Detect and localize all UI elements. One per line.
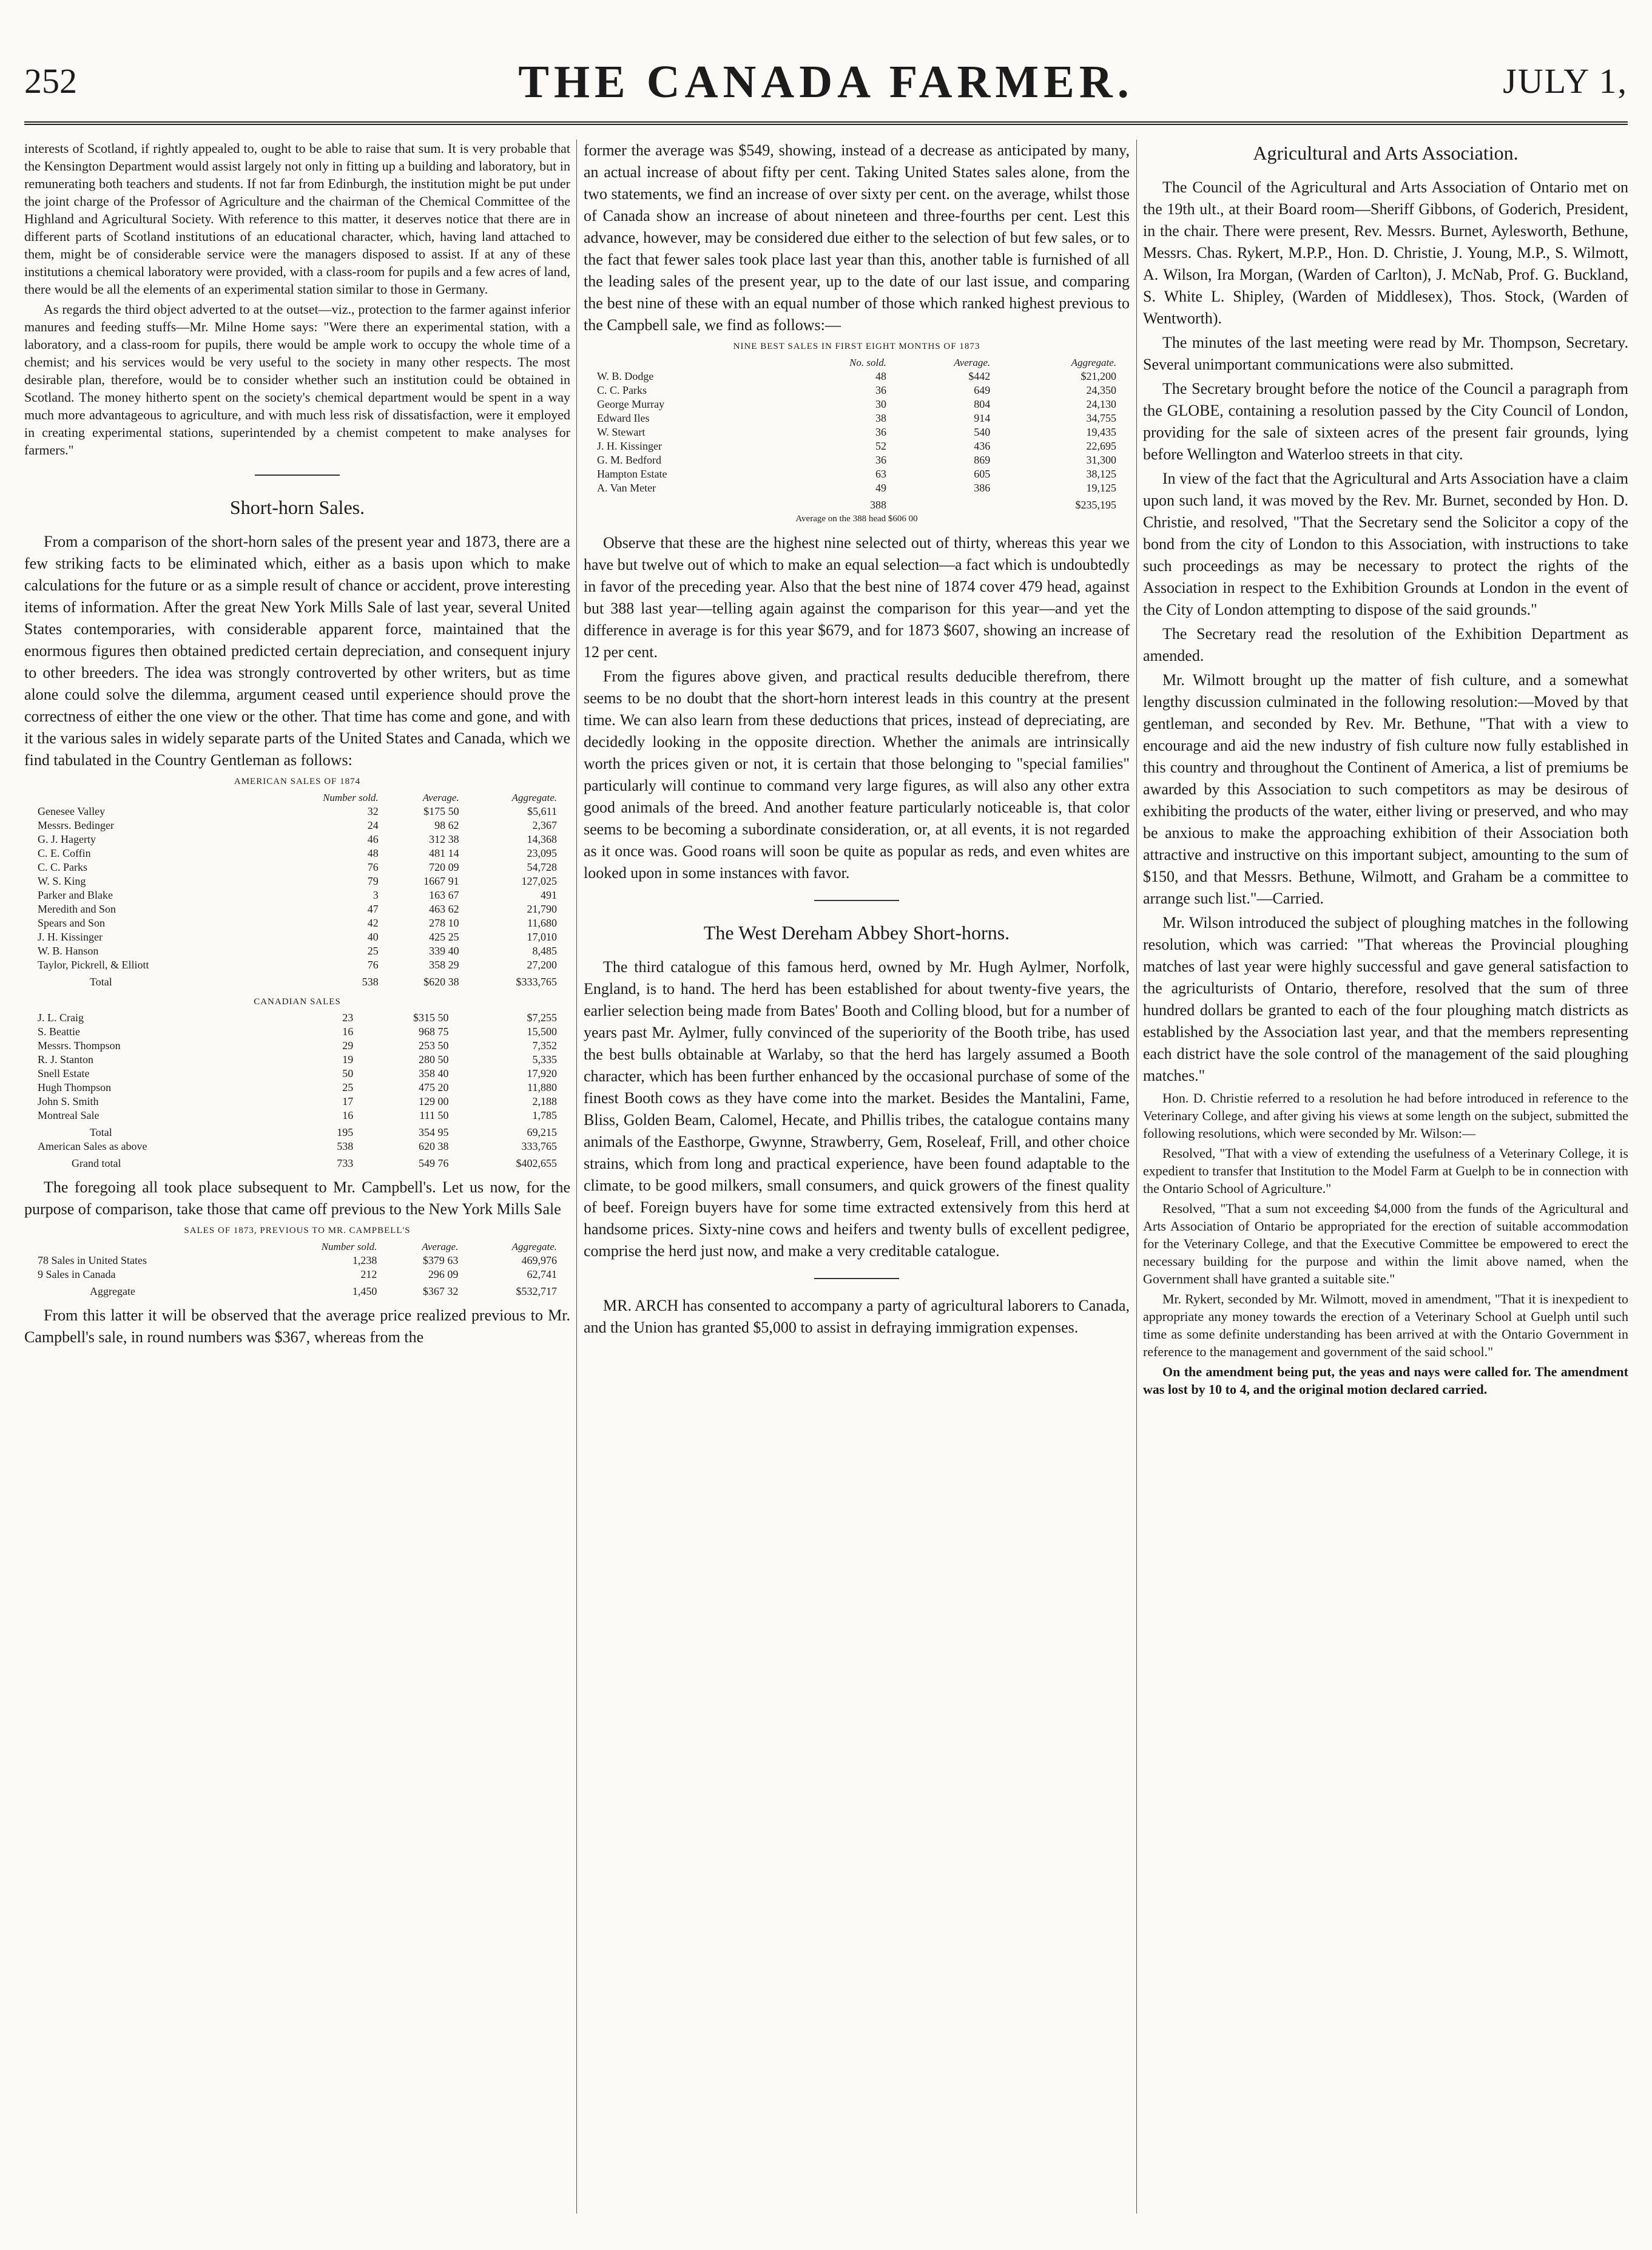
article-paragraph: The foregoing all took place subsequent to Mr. Campbell's. Let us now, for the purpose of comparison, take those that came off previous to the New York Mills Sale — [24, 1178, 570, 1218]
table-cell: George Murray — [597, 398, 665, 410]
table-cell: 34,755 — [1086, 412, 1116, 424]
table-row — [35, 1095, 559, 1109]
table-cell: 339 40 — [429, 945, 459, 957]
table-header: Number sold. — [323, 792, 379, 803]
table-cell: 40 — [367, 931, 379, 943]
column-rule — [576, 140, 577, 2214]
table-cell: $21,200 — [1081, 370, 1116, 382]
table-cell: 17 — [342, 1095, 354, 1107]
table-cell: 3 — [373, 889, 379, 901]
table-header: Aggregate. — [1071, 357, 1116, 368]
table-sales-1873 — [35, 1224, 559, 1299]
article-paragraph: former the average was $549, showing, instead of a decrease as anticipated by many, an actual increase of about fifty per cent. Taking United States sales alone, from the two statements, we find an increase of over sixty per cent. on the average, whilst those of Canada show an increase of about nineteen and three-fourths per cent. Lest this advance, however, may be considered due either to the selection of but few sales, or to the fact that fewer sales took place last year than this, another table is furnished of all the leading sales of the present year, up to the date of our last issue, and comparing the best nine of these with an equal number of those which ranked highest previous to the Campbell sale, we find as follows:— — [584, 141, 1130, 334]
table-cell: Parker and Blake — [38, 889, 113, 901]
table-cell: 195 — [337, 1126, 354, 1138]
table-cell: G. M. Bedford — [597, 454, 661, 466]
table-row — [35, 860, 559, 874]
article-paragraph: As regards the third object adverted to at the outset—viz., protection to the farmer against inferior manures and feeding stuffs—Mr. Milne Home says: "Were there an experimental station, with a laboratory, and a class-room for pupils, there would be ample work to occupy the whole time of a chemist; and his services would be very useful to the society in many other respects. The most desirable plan, therefore, would be to consider whether such an institution could be obtained in Scotland. The money hitherto spent on the society's chemical department would be spent in a way much more advantageous to agriculture, and with much less risk of dissatisfaction, were it employed in creating experimental stations, superintended by a chemist competent to make analyses for farmers." — [24, 302, 570, 458]
table-cell: 354 95 — [418, 1126, 449, 1138]
table-cell: 1,450 — [352, 1285, 377, 1297]
table-cell: 549 76 — [418, 1157, 449, 1169]
table-cell: 163 67 — [429, 889, 459, 901]
article-paragraph: The Council of the Agricultural and Arts Association of Ontario met on the 19th ult., at their Board room—Sheriff Gibbons, of Goderich, President, in the chair. There were present, Rev. Messrs. Burnet, Aylesworth, Bethune, Messrs. Chas. Rykert, M.P.P., Hon. D. Christie, J. Young, M.P., S. Wilmott, A. Wilson, Ira Morgan, (Warden of Carlton), J. McNab, Prof. G. Buckland, S. White L. Shipley, (Warden of Middlesex), Thos. Stock, (Warden of Wentworth). — [1143, 178, 1628, 327]
table-cell: 280 50 — [418, 1053, 449, 1066]
table-cell: 14,368 — [527, 833, 557, 845]
table-cell: C. C. Parks — [597, 384, 647, 396]
table-row — [35, 916, 559, 930]
table-cell: 24 — [367, 819, 379, 831]
table-cell: C. E. Coffin — [38, 847, 91, 859]
table-cell: Aggregate — [90, 1285, 135, 1297]
table-cell: 47 — [367, 903, 379, 915]
table-row — [595, 467, 1119, 481]
article-paragraph: Mr. Wilson introduced the subject of ploughing matches in the following resolution, which was carried: "That whereas the Provincial ploughing matches of last year were highly successful and gave general satisfaction to the agriculturists of Ontario, therefore, resolved that the sum of three hundred dollars be granted to each of the four ploughing match districts as established by the Association last year, and that the members representing each district have the sole control of the management of the said ploughing matches." — [1143, 914, 1628, 1084]
table-row — [35, 930, 559, 944]
table-row — [35, 888, 559, 902]
article-paragraph: From this latter it will be observed that the average price realized previous to Mr. Campbell's sale, in round numbers was $367, whereas from the — [24, 1306, 570, 1346]
table-canadian-sales — [35, 995, 559, 1171]
table-caption: AMERICAN SALES OF 1874 — [234, 777, 361, 786]
table-header: Aggregate. — [511, 792, 557, 803]
table-row — [35, 1109, 559, 1123]
table-body — [35, 1254, 559, 1282]
table-cell: 36 — [875, 426, 886, 438]
table-cell — [889, 495, 993, 512]
column-3 — [1143, 140, 1628, 2214]
article-paragraph: The minutes of the last meeting were read by Mr. Thompson, Secretary. Several unimportant communications were also submitted. — [1143, 334, 1628, 373]
table-row — [35, 833, 559, 846]
table-cell: 425 25 — [429, 931, 459, 943]
table-cell: 11,880 — [527, 1081, 557, 1093]
table-cell: 24,130 — [1086, 398, 1116, 410]
article-paragraph: Resolved, "That with a view of extending the usefulness of a Veterinary College, it is expedient to transfer that Institution to the Model Farm at Guelph to be in connection with the Ontario School of Agriculture." — [1143, 1146, 1628, 1196]
table-cell: 63 — [875, 468, 886, 480]
table-cell: 52 — [875, 440, 886, 452]
table-cell: 62,741 — [527, 1268, 557, 1280]
table-row — [595, 411, 1119, 425]
table-cell: 19,125 — [1086, 482, 1116, 494]
table-cell: S. Beattie — [38, 1025, 80, 1038]
table-cell: 23 — [342, 1012, 354, 1024]
article-paragraph: The third catalogue of this famous herd, owned by Mr. Hugh Aylmer, Norfolk, England, is to hand. The herd has been established for about twenty-five years, the earlier selection being made from Bates' Booth and Colling blood, but for a number of years past Mr. Aylmer, fully convinced of the superiority of the Booth tribe, has used the best bulls obtainable at Warlaby, so that the herd has largely assumed a Booth character, which has been further enhanced by the occasional purchase of some of the finest Booth cows as they have come into the market. Besides the Mantalini, Fame, Bliss, Golden Beam, Calomel, Hecate, and Phillis tribes, the catalogue contains many animals of the Easthorpe, Gwynne, Strawberry, Gem, Roseleaf, Frill, and other choice strains, which from long and practical experience, have been found adaptable to the climate, to be good milkers, small consumers, and quick growers of the finest quality of beef. Foreign buyers have for some time extracted extensively from this herd at handsome prices. Sixty-nine cows and heifers and twenty bulls of excellent pedigree, comprise the herd just now, and make a very creditable catalogue. — [584, 958, 1130, 1260]
table-row — [35, 1053, 559, 1067]
table-cell: 46 — [367, 833, 379, 845]
table-american-sales-1874 — [35, 775, 559, 989]
table-cell: 253 50 — [418, 1039, 449, 1052]
table-cell: $402,655 — [516, 1157, 557, 1169]
table-cell: 29 — [342, 1039, 354, 1052]
table-cell: Messrs. Thompson — [38, 1039, 121, 1052]
issue-date: JULY 1, — [1503, 61, 1628, 101]
table-cell: 1,238 — [352, 1254, 377, 1266]
table-cell: $367 32 — [422, 1285, 459, 1297]
page-number: 252 — [24, 61, 77, 101]
table-cell: 15,500 — [527, 1025, 557, 1038]
table-row — [35, 902, 559, 916]
table-cell: $620 38 — [423, 976, 459, 988]
table-cell: 463 62 — [429, 903, 459, 915]
article-paragraph: MR. ARCH has consented to accompany a party of agricultural laborers to Canada, and the Union has granted $5,000 to assist in defraying immigration expenses. — [584, 1297, 1130, 1336]
table-cell: 9 Sales in Canada — [38, 1268, 116, 1280]
table-cell: 48 — [367, 847, 379, 859]
table-cell: 7,352 — [532, 1039, 557, 1052]
table-cell: 38 — [875, 412, 886, 424]
table-cell: Meredith and Son — [38, 903, 116, 915]
table-cell: 436 — [974, 440, 991, 452]
article-paragraph: Mr. Rykert, seconded by Mr. Wilmott, moved in amendment, "That it is inexpedient to appropriate any money towards the erection of a Veterinary School at Guelph until such time as some definite understanding has been arrived at with the Ontario Government in reference to the management and government of the said school." — [1143, 1291, 1628, 1359]
table-cell: W. Stewart — [597, 426, 646, 438]
column-rule — [1136, 140, 1137, 2214]
table-row — [35, 944, 559, 958]
table-row — [35, 1067, 559, 1081]
table-cell: 388 — [869, 499, 886, 511]
table-cell: W. B. Hanson — [38, 945, 99, 957]
table-cell: J. L. Craig — [38, 1012, 84, 1024]
table-note: Average on the 388 head $606 00 — [795, 514, 918, 524]
table-cell: 720 09 — [429, 861, 459, 873]
article-heading-agricultural-arts: Agricultural and Arts Association. — [1253, 142, 1519, 164]
table-row — [35, 1254, 559, 1268]
table-row — [35, 819, 559, 833]
table-cell: 481 14 — [429, 847, 459, 859]
section-divider — [814, 900, 899, 901]
table-cell: 50 — [342, 1067, 354, 1079]
table-cell: 1,785 — [532, 1109, 557, 1121]
table-cell: 2,188 — [532, 1095, 557, 1107]
table-cell: 11,680 — [527, 917, 557, 929]
table-header — [35, 791, 263, 805]
table-cell: $5,611 — [527, 805, 557, 817]
table-cell: 869 — [974, 454, 991, 466]
table-cell: A. Van Meter — [597, 482, 656, 494]
table-row — [35, 1039, 559, 1053]
table-cell: 914 — [974, 412, 991, 424]
table-cell: 98 62 — [434, 819, 459, 831]
table-header — [595, 356, 783, 370]
table-cell: 540 — [974, 426, 991, 438]
table-cell: Hugh Thompson — [38, 1081, 112, 1093]
table-cell: 491 — [541, 889, 557, 901]
table-cell: 358 29 — [429, 959, 459, 971]
table-cell: 27,200 — [527, 959, 557, 971]
table-cell: R. J. Stanton — [38, 1053, 94, 1066]
section-divider — [814, 1278, 899, 1279]
table-cell: 36 — [875, 454, 886, 466]
article-paragraph: The Secretary brought before the notice of the Council a paragraph from the GLOBE, containing a resolution passed by the City Council of London, providing for the sale of sixteen acres of the present fair grounds, lying before Wellington and Waterloo streets in that city. — [1143, 380, 1628, 463]
table-cell: 78 Sales in United States — [38, 1254, 147, 1266]
table-cell: 620 38 — [418, 1140, 449, 1152]
table-header: Average. — [422, 1241, 459, 1252]
table-cell: Total — [90, 976, 112, 988]
table-cell: 25 — [342, 1081, 354, 1093]
table-header: Average. — [422, 792, 459, 803]
table-cell: $532,717 — [516, 1285, 557, 1297]
table-cell: 538 — [337, 1140, 354, 1152]
table-header: No. sold. — [849, 357, 886, 368]
table-cell: 38,125 — [1086, 468, 1116, 480]
article-paragraph: Mr. Wilmott brought up the matter of fish culture, and a somewhat lengthy discussion culminated in the following resolution:—Moved by that gentleman, and seconded by Rev. Mr. Bethune, "That with a view to encourage and aid the new industry of fish culture now fully established in this country and throughout the Continent of America, a list of premiums be awarded by this Association to such competitors as may be desirous of exhibiting the products of the water, either living or preserved, and who may be anxious to make the approaching exhibition of their Association both attractive and instructive on this important subject, amounting to the sum of $150, and that Messrs. Bethune, Wilmott, and Graham be a committee to arrange such list."—Carried. — [1143, 671, 1628, 907]
article-paragraph: Observe that these are the highest nine selected out of thirty, whereas this year we have but twelve out of which to make an equal selection—a fact which is undoubtedly in favor of the preceding year. Also that the best nine of 1874 cover 479 head, against but 388 last year—telling again against the comparison for this year—and yet the difference in average is for this year $679, and for 1873 $607, showing an increase of 12 per cent. — [584, 534, 1130, 661]
newspaper-title: THE CANADA FARMER. — [518, 56, 1134, 107]
table-caption: NINE BEST SALES IN FIRST EIGHT MONTHS OF 1873 — [733, 342, 980, 351]
table-cell: 8,485 — [532, 945, 557, 957]
table-cell: John S. Smith — [38, 1095, 99, 1107]
table-cell: 36 — [875, 384, 886, 396]
column-1 — [24, 140, 570, 2214]
table-cell: Grand total — [72, 1157, 121, 1169]
table-cell: 17,010 — [527, 931, 557, 943]
table-cell: 111 50 — [419, 1109, 449, 1121]
table-cell: 312 38 — [429, 833, 459, 845]
table-cell: 804 — [974, 398, 991, 410]
table-cell: 475 20 — [418, 1081, 449, 1093]
table-cell: 25 — [367, 945, 379, 957]
table-cell: 42 — [367, 917, 379, 929]
table-cell: 17,920 — [527, 1067, 557, 1079]
article-paragraph: In view of the fact that the Agricultural and Arts Association have a claim upon such land, it was moved by the Rev. Mr. Burnet, seconded by Hon. D. Christie, and resolved, "That the Secretary send the Solicitor a copy of the bond from the city of London to this Association, with instructions to take such proceedings as may be necessary to protect the rights of the Association in respect to the Exhibition Grounds at London in the event of the City of London attempting to dispose of the said grounds." — [1143, 470, 1628, 618]
article-paragraph: From a comparison of the short-horn sales of the present year and 1873, there are a few striking facts to be eliminated which, either as a basis upon which to make calculations for the future or as a simple result of chance or accident, prove interesting items of information. After the great New York Mills Sale of last year, several United States contemporaries, with considerable apparent force, maintained that the enormous figures then obtained predicted certain depreciation, and consequent injury to other breeders. The idea was strongly controverted by other writers, but as time alone could solve the dilemma, argument ceased until experience should prove the correctness of either the one view or the other. That time has come and gone, and with it the various sales in widely separate parts of the United States and Canada, which we find tabulated in the Country Gentleman as follows: — [24, 533, 570, 769]
table-body — [35, 1011, 559, 1123]
table-cell: 733 — [337, 1157, 354, 1169]
article-paragraph: interests of Scotland, if rightly appealed to, ought to be able to raise that sum. It is very probable that the Kensington Department would assist largely not only in fitting up a building and laboratory, but in remunerating both teachers and students. If not far from Edinburgh, the institution might be put under the joint charge of the Professor of Agriculture and the chairman of the Chemical Committee of the Highland and Agricultural Society. With reference to this matter, it deserves notice that there are in different parts of Scotland institutions of an educational character, which, having land attached to them, might be of considerable service were the managers disposed to assist. If at any of these institutions a chemical laboratory were provided, with a class-room for pupils and a few acres of land, there would be all the elements of an experimental station similar to those in Germany. — [24, 141, 570, 297]
table-cell: C. C. Parks — [38, 861, 88, 873]
table-row — [35, 1025, 559, 1039]
table-row — [35, 805, 559, 819]
table-cell: 129 00 — [418, 1095, 449, 1107]
table-cell: Total — [90, 1126, 112, 1138]
table-row — [35, 1268, 559, 1282]
article-heading-shorthorn-sales: Short-horn Sales. — [229, 496, 365, 518]
table-cell: $7,255 — [527, 1012, 557, 1024]
article-heading-west-dereham: The West Dereham Abbey Short-horns. — [703, 922, 1010, 944]
table-header — [35, 1240, 260, 1254]
table-cell: 278 10 — [429, 917, 459, 929]
table-cell: 24,350 — [1086, 384, 1116, 396]
table-cell: Hampton Estate — [597, 468, 667, 480]
table-row — [35, 1081, 559, 1095]
article-paragraph: Resolved, "That a sum not exceeding $4,000 from the funds of the Agricultural and Arts Association of Ontario be appropriated for the erection of suitable accommodation for the Veterinary College, and that the Executive Committee be empowered to erect the necessary building for the purpose and within the limit above named, when the Government shall have granted a suitable site." — [1143, 1201, 1628, 1286]
table-cell: 127,025 — [521, 875, 557, 887]
table-row — [35, 846, 559, 860]
table-row — [595, 370, 1119, 383]
table-cell: 5,335 — [532, 1053, 557, 1066]
table-body — [35, 805, 559, 972]
table-cell: 386 — [974, 482, 991, 494]
table-cell: 32 — [367, 805, 379, 817]
table-row — [595, 453, 1119, 467]
table-cell: Messrs. Bedinger — [38, 819, 114, 831]
table-cell — [595, 495, 783, 512]
table-cell: 22,695 — [1086, 440, 1116, 452]
table-cell: Montreal Sale — [38, 1109, 99, 1121]
table-cell: 16 — [342, 1109, 354, 1121]
table-nine-best-sales-1873 — [595, 340, 1119, 526]
table-caption: CANADIAN SALES — [254, 997, 341, 1007]
table-cell: G. J. Hagerty — [38, 833, 96, 845]
table-row — [35, 1011, 559, 1025]
table-cell: Edward Iles — [597, 412, 650, 424]
table-row — [35, 874, 559, 888]
table-row — [595, 397, 1119, 411]
table-cell: J. H. Kissinger — [597, 440, 662, 452]
table-cell: 296 09 — [428, 1268, 459, 1280]
table-cell: 538 — [362, 976, 379, 988]
table-row — [595, 425, 1119, 439]
table-cell: 54,728 — [527, 861, 557, 873]
table-cell: 49 — [875, 482, 886, 494]
table-cell: 19,435 — [1086, 426, 1116, 438]
table-cell: Taylor, Pickrell, & Elliott — [38, 959, 149, 971]
table-cell: J. H. Kissinger — [38, 931, 103, 943]
table-row — [595, 383, 1119, 397]
table-header: Average. — [954, 357, 991, 368]
table-cell: $442 — [968, 370, 991, 382]
table-cell: 212 — [360, 1268, 377, 1280]
table-cell: 649 — [974, 384, 991, 396]
table-cell: American Sales as above — [38, 1140, 147, 1152]
column-2 — [584, 140, 1130, 2214]
table-cell: $333,765 — [516, 976, 557, 988]
table-cell: 333,765 — [521, 1140, 557, 1152]
table-cell: 469,976 — [521, 1254, 557, 1266]
table-cell: Genesee Valley — [38, 805, 106, 817]
table-cell: 31,300 — [1086, 454, 1116, 466]
table-cell: 605 — [974, 468, 991, 480]
table-body — [595, 370, 1119, 495]
table-row — [595, 439, 1119, 453]
table-cell: 79 — [367, 875, 379, 887]
table-cell: 48 — [875, 370, 886, 382]
table-cell: 2,367 — [532, 819, 557, 831]
table-cell: 23,095 — [527, 847, 557, 859]
table-cell: W. S. King — [38, 875, 86, 887]
table-cell: $175 50 — [423, 805, 459, 817]
table-cell: Spears and Son — [38, 917, 105, 929]
table-cell: $235,195 — [1075, 499, 1116, 511]
table-header: Aggregate. — [511, 1241, 557, 1252]
table-cell: 19 — [342, 1053, 354, 1066]
article-paragraph: Hon. D. Christie referred to a resolution he had before introduced in reference to the Veterinary College, and after giving his views at some length on the subject, submitted the following resolutions, which were seconded by Mr. Wilson:— — [1143, 1090, 1628, 1141]
table-cell: Snell Estate — [38, 1067, 90, 1079]
masthead — [24, 42, 1628, 125]
table-row — [595, 481, 1119, 495]
table-cell: 69,215 — [527, 1126, 557, 1138]
table-row — [35, 958, 559, 972]
table-cell: $315 50 — [413, 1012, 449, 1024]
table-cell: $379 63 — [422, 1254, 459, 1266]
table-cell: 358 40 — [418, 1067, 449, 1079]
table-cell: 16 — [342, 1025, 354, 1038]
article-paragraph: The Secretary read the resolution of the Exhibition Department as amended. — [1143, 625, 1628, 664]
table-cell: 21,790 — [527, 903, 557, 915]
table-cell: 30 — [875, 398, 886, 410]
table-cell: 1667 91 — [423, 875, 459, 887]
table-cell: W. B. Dodge — [597, 370, 654, 382]
section-divider — [255, 475, 340, 476]
article-paragraph: From the figures above given, and practical results deducible therefrom, there seems to be no doubt that the short-horn interest leads in this country at the present time. We can also learn from these deductions that prices, instead of depreciating, are decidedly looking in the opposite direction. Whether the animals are intrinsically worth the prices given or not, it is certain that those belonging to "special families" particularly will continue to command very large figures, as will also any other extra good animals of the breed. And another feature particularly noticeable is, that color seems to be becoming a subordinate consideration, or, at all events, it is not regarded as it once was. Good roans will soon be quite as popular as reds, and even whites are looked upon in some instances with favor. — [584, 667, 1130, 882]
table-cell: 968 75 — [418, 1025, 449, 1038]
article-paragraph: On the amendment being put, the yeas and nays were called for. The amendment was lost by 10 to 4, and the original motion declared carried. — [1143, 1364, 1628, 1397]
table-cell: 76 — [367, 959, 379, 971]
table-cell: 76 — [367, 861, 379, 873]
table-caption: SALES OF 1873, PREVIOUS TO MR. CAMPBELL'S — [184, 1226, 411, 1235]
table-header: Number sold. — [321, 1241, 377, 1252]
